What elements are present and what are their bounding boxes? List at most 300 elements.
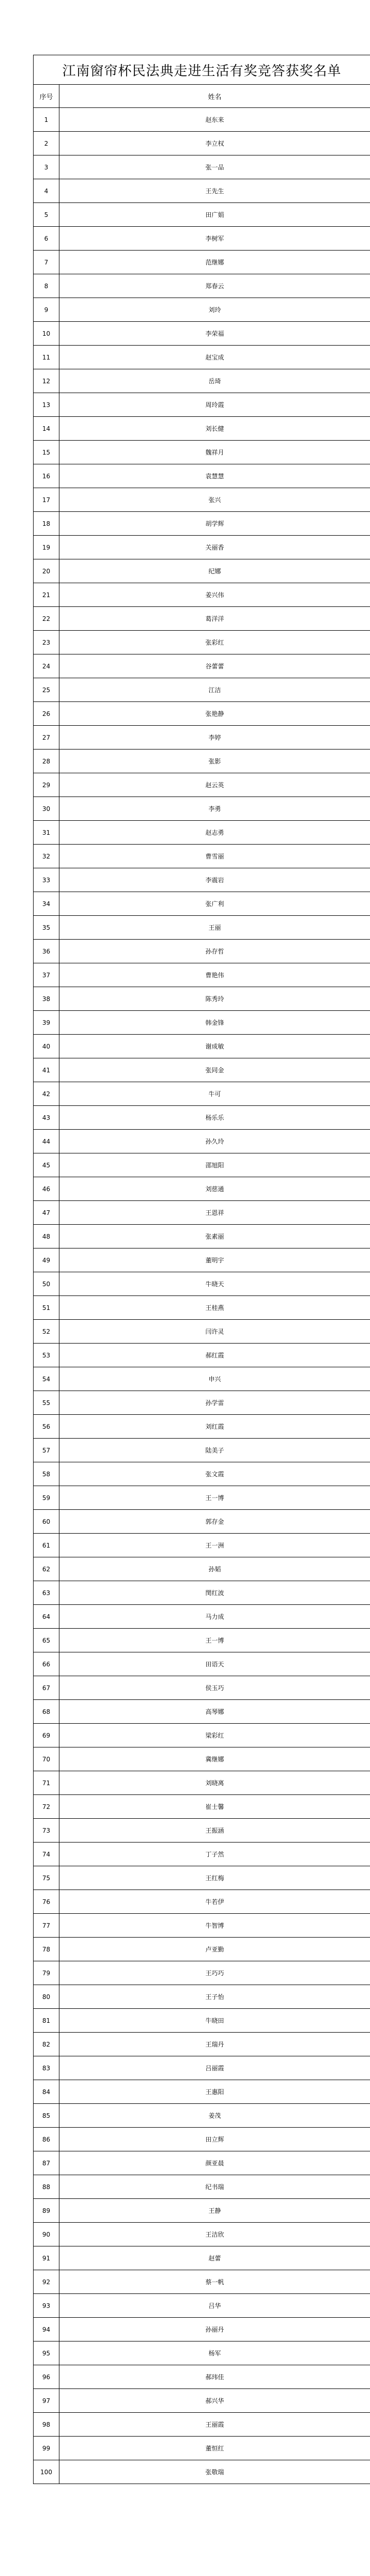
row-number-cell: 77 (34, 1914, 59, 1938)
table-row (34, 845, 370, 868)
winner-name-cell: 王一博 (59, 1629, 370, 1652)
table-row (34, 1225, 370, 1248)
table-row (34, 1747, 370, 1771)
winner-name-cell: 曹雪丽 (59, 845, 370, 868)
table-row (34, 1843, 370, 1866)
table-row (34, 2223, 370, 2246)
row-number-cell: 38 (34, 987, 59, 1011)
winner-name-cell: 谢成敏 (59, 1035, 370, 1058)
row-number-cell: 19 (34, 536, 59, 559)
table-row (34, 1367, 370, 1391)
winner-name-cell: 张素丽 (59, 1225, 370, 1248)
row-number-cell: 27 (34, 726, 59, 750)
winner-name-cell: 葛洋洋 (59, 607, 370, 631)
winner-name-cell: 牛晓天 (59, 1272, 370, 1296)
table-row (34, 1866, 370, 1890)
row-number-cell: 42 (34, 1082, 59, 1106)
winner-name-cell: 韩金锋 (59, 1011, 370, 1035)
row-number-cell: 49 (34, 1248, 59, 1272)
winner-name-cell: 姜兴伟 (59, 583, 370, 607)
table-row (34, 2270, 370, 2294)
row-number-cell: 14 (34, 417, 59, 441)
row-number-cell: 24 (34, 654, 59, 678)
winner-name-cell: 袁慧慧 (59, 464, 370, 488)
row-number-cell: 82 (34, 2033, 59, 2056)
row-number-cell: 4 (34, 179, 59, 203)
row-number-cell: 35 (34, 916, 59, 940)
winner-name-cell: 田广娟 (59, 203, 370, 227)
winner-name-cell: 王惠阳 (59, 2080, 370, 2104)
table-row (34, 464, 370, 488)
table-row (34, 1130, 370, 1153)
row-number-cell: 81 (34, 2009, 59, 2033)
row-number-cell: 29 (34, 773, 59, 797)
winner-name-cell: 刘红霞 (59, 1415, 370, 1439)
row-number-cell: 26 (34, 702, 59, 726)
winner-name-cell: 董明宇 (59, 1248, 370, 1272)
winner-name-cell: 王丽 (59, 916, 370, 940)
winner-name-cell: 梁彩红 (59, 1724, 370, 1747)
table-row (34, 1462, 370, 1486)
table-row (34, 1439, 370, 1462)
row-number-cell: 17 (34, 488, 59, 512)
table-row (34, 393, 370, 417)
row-number-cell: 84 (34, 2080, 59, 2104)
winner-name-cell: 王丽霞 (59, 2413, 370, 2437)
row-number-cell: 87 (34, 2151, 59, 2175)
table-row (34, 2175, 370, 2199)
table-row (34, 1581, 370, 1605)
winner-name-cell: 张文霞 (59, 1462, 370, 1486)
table-row (34, 1201, 370, 1225)
table-row (34, 1795, 370, 1819)
table-row (34, 179, 370, 203)
winner-name-cell: 王静 (59, 2199, 370, 2223)
row-number-cell: 13 (34, 393, 59, 417)
row-number-cell: 72 (34, 1795, 59, 1819)
table-row (34, 322, 370, 346)
winner-name-cell: 李震岩 (59, 868, 370, 892)
row-number-cell: 75 (34, 1866, 59, 1890)
winner-name-cell: 张广利 (59, 892, 370, 916)
row-number-cell: 16 (34, 464, 59, 488)
table-row (34, 488, 370, 512)
table-row (34, 1272, 370, 1296)
award-list-table (33, 55, 370, 2484)
row-number-cell: 31 (34, 821, 59, 845)
table-row (34, 1510, 370, 1534)
row-number-cell: 59 (34, 1486, 59, 1510)
table-row (34, 1177, 370, 1201)
winner-name-cell: 赵云英 (59, 773, 370, 797)
winner-name-cell: 邵旭阳 (59, 1153, 370, 1177)
winner-name-cell: 赵志勇 (59, 821, 370, 845)
table-row (34, 2389, 370, 2413)
table-row (34, 1771, 370, 1795)
winner-name-cell: 王巧巧 (59, 1961, 370, 1985)
winner-name-cell: 吕华 (59, 2294, 370, 2318)
winner-name-cell: 郑春云 (59, 274, 370, 298)
title-row (34, 55, 370, 85)
table-row (34, 274, 370, 298)
table-row (34, 1605, 370, 1629)
table-row (34, 1557, 370, 1581)
row-number-cell: 58 (34, 1462, 59, 1486)
row-number-cell: 100 (34, 2460, 59, 2484)
winner-name-cell: 岳琦 (59, 369, 370, 393)
row-number-cell: 25 (34, 678, 59, 702)
winner-name-cell: 纪书瑞 (59, 2175, 370, 2199)
row-number-cell: 48 (34, 1225, 59, 1248)
winner-name-cell: 高琴娜 (59, 1700, 370, 1724)
row-number-cell: 44 (34, 1130, 59, 1153)
winner-name-cell: 张敬瑞 (59, 2460, 370, 2484)
row-number-cell: 32 (34, 845, 59, 868)
row-number-cell: 46 (34, 1177, 59, 1201)
table-row (34, 1415, 370, 1439)
winner-name-cell: 牛可 (59, 1082, 370, 1106)
row-number-cell: 51 (34, 1296, 59, 1320)
row-number-cell: 57 (34, 1439, 59, 1462)
winner-name-cell: 魏祥月 (59, 441, 370, 464)
row-number-cell: 21 (34, 583, 59, 607)
winner-name-cell: 张兴 (59, 488, 370, 512)
winner-name-cell: 丁子然 (59, 1843, 370, 1866)
row-number-cell: 63 (34, 1581, 59, 1605)
table-row (34, 2341, 370, 2365)
winner-name-cell: 赵蕾 (59, 2246, 370, 2270)
table-row (34, 1035, 370, 1058)
table-row (34, 987, 370, 1011)
table-row (34, 916, 370, 940)
table-row (34, 1629, 370, 1652)
row-number-cell: 76 (34, 1890, 59, 1914)
table-row (34, 1652, 370, 1676)
winner-name-cell: 纪娜 (59, 559, 370, 583)
winner-name-cell: 刘玲 (59, 298, 370, 322)
document-title: 江南窗帘杯民法典走进生活有奖竞答获奖名单 (34, 55, 370, 85)
winner-name-cell: 孙学雷 (59, 1391, 370, 1415)
row-number-cell: 74 (34, 1843, 59, 1866)
table-row (34, 559, 370, 583)
row-number-cell: 94 (34, 2318, 59, 2341)
winner-name-cell: 李树军 (59, 227, 370, 251)
winner-name-cell: 王红梅 (59, 1866, 370, 1890)
table-row (34, 2294, 370, 2318)
winner-name-cell: 侯玉巧 (59, 1676, 370, 1700)
winner-name-cell: 张艳静 (59, 702, 370, 726)
winner-name-cell: 郝红霞 (59, 1344, 370, 1367)
row-number-cell: 86 (34, 2128, 59, 2151)
row-number-cell: 78 (34, 1938, 59, 1961)
row-number-cell: 97 (34, 2389, 59, 2413)
winner-name-cell: 田立辉 (59, 2128, 370, 2151)
row-number-cell: 10 (34, 322, 59, 346)
table-row (34, 868, 370, 892)
winner-name-cell: 董恒红 (59, 2437, 370, 2460)
winner-name-cell: 李立权 (59, 132, 370, 155)
column-header-number: 序号 (34, 85, 59, 108)
winner-name-cell: 马力成 (59, 1605, 370, 1629)
row-number-cell: 99 (34, 2437, 59, 2460)
winner-name-cell: 赵东来 (59, 108, 370, 132)
row-number-cell: 60 (34, 1510, 59, 1534)
winner-name-cell: 王恩祥 (59, 1201, 370, 1225)
row-number-cell: 83 (34, 2056, 59, 2080)
winner-name-cell: 赵宝成 (59, 346, 370, 369)
table-row (34, 607, 370, 631)
table-row (34, 1011, 370, 1035)
row-number-cell: 90 (34, 2223, 59, 2246)
row-number-cell: 43 (34, 1106, 59, 1130)
winner-name-cell: 江洁 (59, 678, 370, 702)
winner-name-cell: 胡学辉 (59, 512, 370, 536)
table-row (34, 2128, 370, 2151)
row-number-cell: 85 (34, 2104, 59, 2128)
row-number-cell: 52 (34, 1320, 59, 1344)
table-row (34, 536, 370, 559)
winner-name-cell: 田语天 (59, 1652, 370, 1676)
table-row (34, 2413, 370, 2437)
row-number-cell: 9 (34, 298, 59, 322)
table-row (34, 678, 370, 702)
row-number-cell: 40 (34, 1035, 59, 1058)
winner-name-cell: 王桂燕 (59, 1296, 370, 1320)
table-row (34, 1320, 370, 1344)
row-number-cell: 37 (34, 963, 59, 987)
winner-name-cell: 杨军 (59, 2341, 370, 2365)
table-row (34, 369, 370, 393)
winner-name-cell: 颜亚晨 (59, 2151, 370, 2175)
row-number-cell: 39 (34, 1011, 59, 1035)
winner-name-cell: 孙丽丹 (59, 2318, 370, 2341)
row-number-cell: 34 (34, 892, 59, 916)
table-row (34, 1961, 370, 1985)
table-row (34, 1700, 370, 1724)
winner-name-cell: 郝兴华 (59, 2389, 370, 2413)
table-row (34, 1938, 370, 1961)
table-row (34, 298, 370, 322)
table-row (34, 2033, 370, 2056)
table-row (34, 726, 370, 750)
winner-name-cell: 牛晓田 (59, 2009, 370, 2033)
winner-name-cell: 张一品 (59, 155, 370, 179)
row-number-cell: 70 (34, 1747, 59, 1771)
winner-name-cell: 牛若伊 (59, 1890, 370, 1914)
table-row (34, 1985, 370, 2009)
table-row (34, 1296, 370, 1320)
winner-name-cell: 闫许灵 (59, 1320, 370, 1344)
row-number-cell: 2 (34, 132, 59, 155)
row-number-cell: 15 (34, 441, 59, 464)
table-row (34, 773, 370, 797)
column-header-name: 姓名 (59, 85, 370, 108)
row-number-cell: 65 (34, 1629, 59, 1652)
table-row (34, 2318, 370, 2341)
table-row (34, 1058, 370, 1082)
row-number-cell: 41 (34, 1058, 59, 1082)
row-number-cell: 18 (34, 512, 59, 536)
table-row (34, 417, 370, 441)
table-row (34, 892, 370, 916)
table-row (34, 1914, 370, 1938)
table-row (34, 1082, 370, 1106)
row-number-cell: 98 (34, 2413, 59, 2437)
table-row (34, 654, 370, 678)
row-number-cell: 69 (34, 1724, 59, 1747)
table-row (34, 227, 370, 251)
table-row (34, 2080, 370, 2104)
table-row (34, 1819, 370, 1843)
winner-name-cell: 陆美子 (59, 1439, 370, 1462)
row-number-cell: 1 (34, 108, 59, 132)
table-row (34, 441, 370, 464)
winner-name-cell: 姜茂 (59, 2104, 370, 2128)
table-row (34, 251, 370, 274)
winner-name-cell: 李荣福 (59, 322, 370, 346)
table-row (34, 821, 370, 845)
winner-name-cell: 刘长健 (59, 417, 370, 441)
table-row (34, 2246, 370, 2270)
row-number-cell: 93 (34, 2294, 59, 2318)
winner-name-cell: 王瑞丹 (59, 2033, 370, 2056)
row-number-cell: 66 (34, 1652, 59, 1676)
row-number-cell: 67 (34, 1676, 59, 1700)
row-number-cell: 22 (34, 607, 59, 631)
table-row (34, 940, 370, 963)
winner-name-cell: 王振涵 (59, 1819, 370, 1843)
winner-name-cell: 张彩红 (59, 631, 370, 654)
table-row (34, 1106, 370, 1130)
winner-name-cell: 申兴 (59, 1367, 370, 1391)
table-row (34, 2460, 370, 2484)
row-number-cell: 92 (34, 2270, 59, 2294)
row-number-cell: 96 (34, 2365, 59, 2389)
table-row (34, 512, 370, 536)
row-number-cell: 62 (34, 1557, 59, 1581)
winner-name-cell: 王子怡 (59, 1985, 370, 2009)
table-body (34, 108, 370, 2484)
winner-name-cell: 李婷 (59, 726, 370, 750)
winner-name-cell: 孙韬 (59, 1557, 370, 1581)
table-row (34, 1248, 370, 1272)
row-number-cell: 47 (34, 1201, 59, 1225)
table-row (34, 583, 370, 607)
winner-name-cell: 关丽香 (59, 536, 370, 559)
table-row (34, 1344, 370, 1367)
row-number-cell: 54 (34, 1367, 59, 1391)
row-number-cell: 11 (34, 346, 59, 369)
winner-name-cell: 孙久玲 (59, 1130, 370, 1153)
row-number-cell: 6 (34, 227, 59, 251)
table-row (34, 155, 370, 179)
table-row (34, 1391, 370, 1415)
row-number-cell: 61 (34, 1534, 59, 1557)
winner-name-cell: 刘慈通 (59, 1177, 370, 1201)
winner-name-cell: 王一博 (59, 1486, 370, 1510)
row-number-cell: 20 (34, 559, 59, 583)
table-row (34, 963, 370, 987)
table-row (34, 797, 370, 821)
winner-name-cell: 李勇 (59, 797, 370, 821)
row-number-cell: 89 (34, 2199, 59, 2223)
winner-name-cell: 牛智博 (59, 1914, 370, 1938)
winner-name-cell: 郝玮佳 (59, 2365, 370, 2389)
table-row (34, 2104, 370, 2128)
row-number-cell: 71 (34, 1771, 59, 1795)
table-row (34, 1534, 370, 1557)
table-row (34, 1676, 370, 1700)
winner-name-cell: 陈秀玲 (59, 987, 370, 1011)
row-number-cell: 80 (34, 1985, 59, 2009)
table-row (34, 1724, 370, 1747)
row-number-cell: 3 (34, 155, 59, 179)
winner-name-cell: 閔红波 (59, 1581, 370, 1605)
row-number-cell: 8 (34, 274, 59, 298)
table-row (34, 631, 370, 654)
table-row (34, 2437, 370, 2460)
table-row (34, 1890, 370, 1914)
table-row (34, 2056, 370, 2080)
award-list-sheet (33, 55, 370, 2484)
row-number-cell: 28 (34, 750, 59, 773)
winner-name-cell: 王洁欣 (59, 2223, 370, 2246)
row-number-cell: 45 (34, 1153, 59, 1177)
row-number-cell: 73 (34, 1819, 59, 1843)
winner-name-cell: 王一洲 (59, 1534, 370, 1557)
row-number-cell: 64 (34, 1605, 59, 1629)
winner-name-cell: 郭存金 (59, 1510, 370, 1534)
row-number-cell: 12 (34, 369, 59, 393)
table-row (34, 2151, 370, 2175)
winner-name-cell: 周玲霞 (59, 393, 370, 417)
table-row (34, 2009, 370, 2033)
table-row (34, 2199, 370, 2223)
table-row (34, 1153, 370, 1177)
table-row (34, 346, 370, 369)
winner-name-cell: 张影 (59, 750, 370, 773)
winner-name-cell: 孙存哲 (59, 940, 370, 963)
winner-name-cell: 范继娜 (59, 251, 370, 274)
row-number-cell: 88 (34, 2175, 59, 2199)
row-number-cell: 95 (34, 2341, 59, 2365)
winner-name-cell: 蔡一帆 (59, 2270, 370, 2294)
row-number-cell: 30 (34, 797, 59, 821)
table-row (34, 108, 370, 132)
row-number-cell: 33 (34, 868, 59, 892)
winner-name-cell: 谷蕾蕾 (59, 654, 370, 678)
row-number-cell: 55 (34, 1391, 59, 1415)
winner-name-cell: 杨乐乐 (59, 1106, 370, 1130)
row-number-cell: 79 (34, 1961, 59, 1985)
row-number-cell: 7 (34, 251, 59, 274)
row-number-cell: 53 (34, 1344, 59, 1367)
row-number-cell: 5 (34, 203, 59, 227)
row-number-cell: 36 (34, 940, 59, 963)
row-number-cell: 56 (34, 1415, 59, 1439)
table-row (34, 203, 370, 227)
winner-name-cell: 冀继娜 (59, 1747, 370, 1771)
winner-name-cell: 刘晓离 (59, 1771, 370, 1795)
winner-name-cell: 吕丽霞 (59, 2056, 370, 2080)
table-row (34, 2365, 370, 2389)
table-row (34, 1486, 370, 1510)
winner-name-cell: 张同金 (59, 1058, 370, 1082)
row-number-cell: 68 (34, 1700, 59, 1724)
table-row (34, 702, 370, 726)
row-number-cell: 91 (34, 2246, 59, 2270)
winner-name-cell: 崔士馨 (59, 1795, 370, 1819)
